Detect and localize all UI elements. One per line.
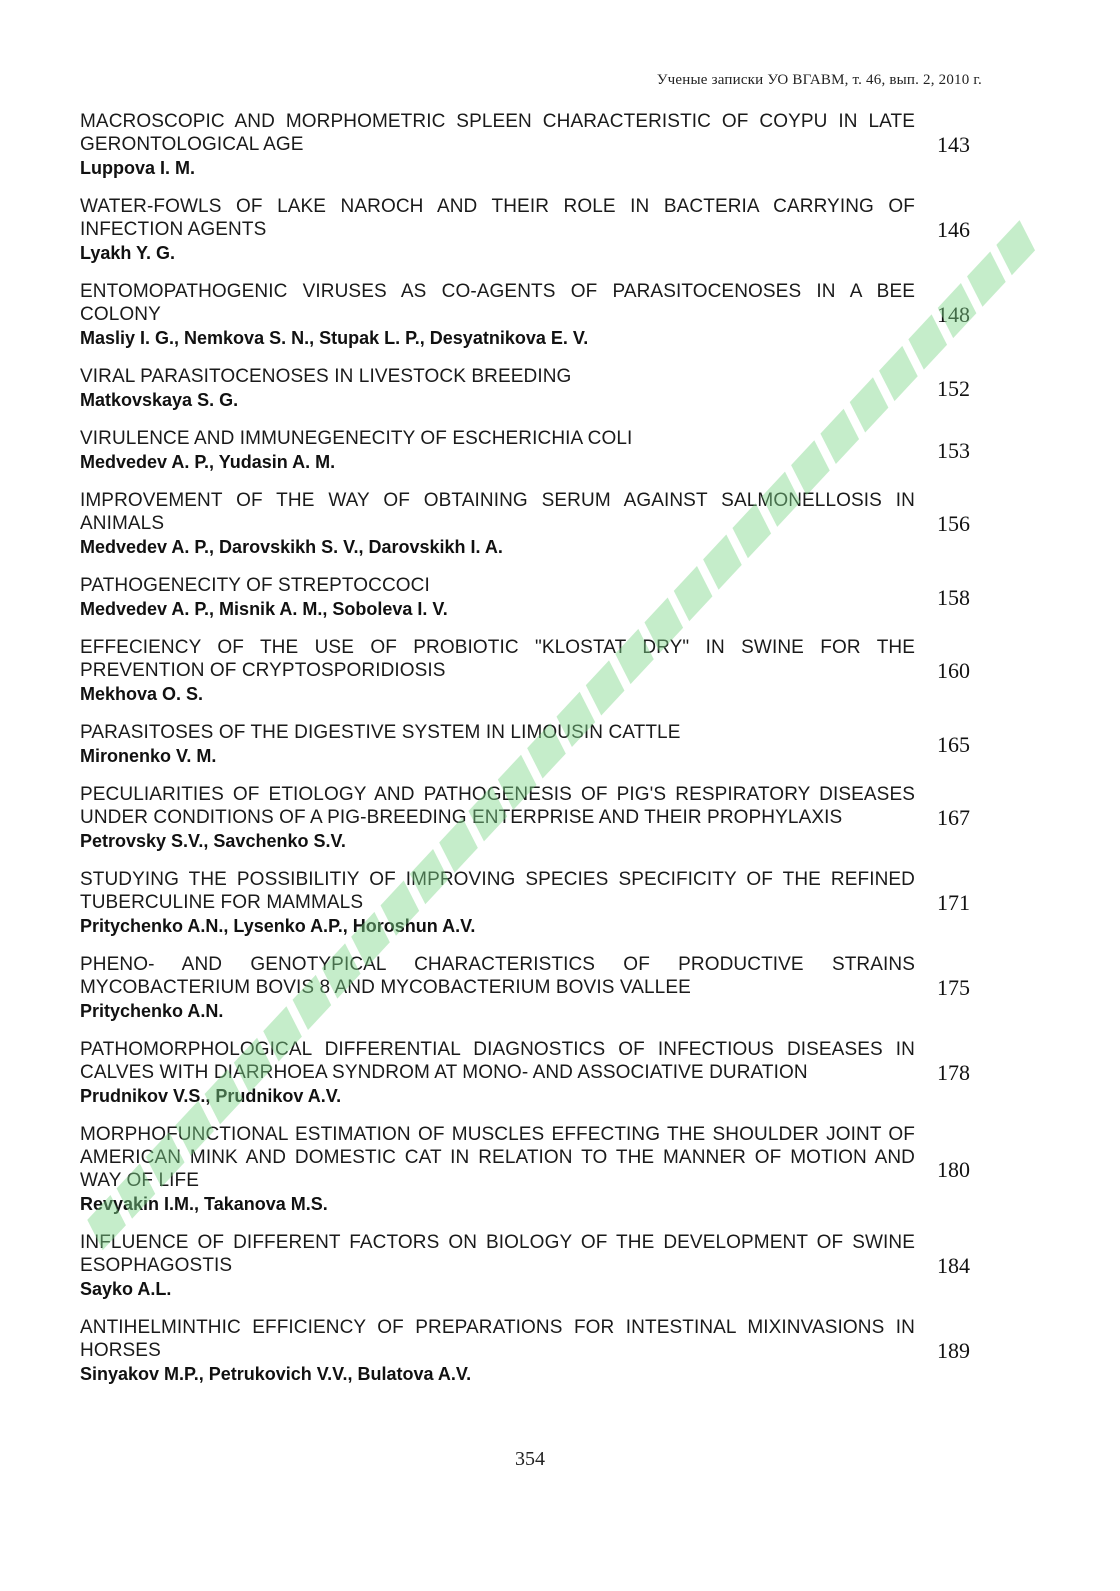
article-page-number: 178 [937,1060,970,1085]
article-authors: Mironenko V. M. [80,746,217,766]
article-title: ENTOMOPATHOGENIC VIRUSES AS CO-AGENTS OF PARASITOCENOSES IN A BEE COLONY [80,281,915,325]
toc-entry-text [80,1038,915,1108]
toc-entry [80,721,980,768]
article-page-number: 165 [937,732,970,757]
article-page-number: 156 [937,511,970,536]
article-title: ANTIHELMINTHIC EFFICIENCY OF PREPARATIONS FOR INTESTINAL MIXINVASIONS IN HORSES [80,1317,915,1361]
article-page-number: 152 [937,376,970,401]
article-authors: Medvedev A. P., Darovskikh S. V., Darovskikh I. A. [80,537,503,557]
toc-entry-text [80,721,915,768]
article-authors: Pritychenko A.N. [80,1001,224,1021]
toc-entry-text [80,783,915,853]
article-authors: Pritychenko A.N., Lysenko A.P., Horoshun A.V. [80,916,476,936]
toc-entry [80,110,980,180]
article-title: IMPROVEMENT OF THE WAY OF OBTAINING SERUM AGAINST SALMONELLOSIS IN ANIMALS [80,490,915,534]
article-title: WATER-FOWLS OF LAKE NAROCH AND THEIR ROLE IN BACTERIA CARRYING OF INFECTION AGENTS [80,196,915,240]
article-page-number: 180 [937,1157,970,1182]
toc-entry-text [80,1123,915,1216]
toc-entry [80,365,980,412]
toc-entry [80,1038,980,1108]
article-authors: Luppova I. M. [80,158,195,178]
toc-entry-text [80,110,915,180]
article-page-number: 158 [937,585,970,610]
toc-entry-text [80,1231,915,1301]
article-title: PATHOGENECITY OF STREPTOCCOCI [80,575,430,596]
article-authors: Sayko A.L. [80,1279,172,1299]
running-header: Ученые записки УО ВГАВМ, т. 46, вып. 2, 2010 г. [656,72,982,88]
article-authors: Petrovsky S.V., Savchenko S.V. [80,831,346,851]
article-authors: Lyakh Y. G. [80,243,176,263]
toc-entry-text [80,489,915,559]
toc-entry-text [80,868,915,938]
toc-entry-text [80,427,915,474]
article-page-number: 189 [937,1338,970,1363]
article-page-number: 171 [937,890,970,915]
article-title: STUDYING THE POSSIBILITIY OF IMPROVING SPECIES SPECIFICITY OF THE REFINED TUBERCULINE FOR MAMMALS [80,869,915,913]
article-page-number: 160 [937,658,970,683]
article-authors: Matkovskaya S. G. [80,390,239,410]
article-page-number: 146 [937,217,970,242]
table-of-contents [80,110,980,1401]
toc-entry [80,868,980,938]
article-authors: Masliy I. G., Nemkova S. N., Stupak L. P., Desyatnikova E. V. [80,328,589,348]
article-title: PATHOMORPHOLOGICAL DIFFERENTIAL DIAGNOSTICS OF INFECTIOUS DISEASES IN CALVES WITH DIARRHOEA SYNDROM AT MONO- AND ASSOCIATIVE DURATION [80,1039,915,1083]
toc-entry-text [80,1316,915,1386]
article-page-number: 153 [937,438,970,463]
article-title: INFLUENCE OF DIFFERENT FACTORS ON BIOLOGY OF THE DEVELOPMENT OF SWINE ESOPHAGOSTIS [80,1232,915,1276]
page-number: 354 [515,1448,545,1470]
toc-entry [80,953,980,1023]
article-title: PECULIARITIES OF ETIOLOGY AND PATHOGENESIS OF PIG'S RESPIRATORY DISEASES UNDER CONDITIONS OF A PIG-BREEDING ENTERPRISE AND THEIR PROPHYLAXIS [80,784,915,828]
toc-entry [80,489,980,559]
toc-entry-text [80,953,915,1023]
watermark-block [996,220,1035,275]
toc-entry [80,427,980,474]
article-authors: Medvedev A. P., Yudasin A. M. [80,452,336,472]
article-title: VIRULENCE AND IMMUNEGENECITY OF ESCHERICHIA COLI [80,428,633,449]
article-page-number: 167 [937,805,970,830]
article-title: MORPHOFUNCTIONAL ESTIMATION OF MUSCLES EFFECTING THE SHOULDER JOINT OF AMERICAN MINK AND DOMESTIC CAT IN RELATION TO THE MANNER OF MOTION AND WAY OF LIFE [80,1124,915,1191]
toc-entry-text [80,574,915,621]
toc-entry [80,195,980,265]
toc-entry-text [80,365,915,412]
article-page-number: 184 [937,1253,970,1278]
article-title: PARASITOSES OF THE DIGESTIVE SYSTEM IN LIMOUSIN CATTLE [80,722,681,743]
article-title: VIRAL PARASITOCENOSES IN LIVESTOCK BREEDING [80,366,572,387]
toc-entry-text [80,280,915,350]
toc-entry-text [80,195,915,265]
article-authors: Medvedev A. P., Misnik A. M., Soboleva I. V. [80,599,448,619]
toc-entry [80,574,980,621]
toc-entry [80,783,980,853]
toc-entry [80,636,980,706]
article-authors: Prudnikov V.S., Prudnikov A.V. [80,1086,342,1106]
toc-entry-text [80,636,915,706]
article-authors: Mekhova O. S. [80,684,204,704]
toc-entry [80,1316,980,1386]
toc-entry [80,1231,980,1301]
article-page-number: 143 [937,132,970,157]
article-title: PHENO- AND GENOTYPICAL CHARACTERISTICS OF PRODUCTIVE STRAINS MYCOBACTERIUM BOVIS 8 AND MYCOBACTERIUM BOVIS VALLEE [80,954,915,998]
article-authors: Revyakin I.M., Takanova M.S. [80,1194,328,1214]
article-page-number: 148 [937,302,970,327]
toc-entry [80,1123,980,1216]
toc-entry [80,280,980,350]
article-page-number: 175 [937,975,970,1000]
article-title: EFFECIENCY OF THE USE OF PROBIOTIC "KLOSTAT DRY" IN SWINE FOR THE PREVENTION OF CRYPTOSPORIDIOSIS [80,637,915,681]
article-title: MACROSCOPIC AND MORPHOMETRIC SPLEEN CHARACTERISTIC OF COYPU IN LATE GERONTOLOGICAL AGE [80,111,915,155]
article-authors: Sinyakov M.P., Petrukovich V.V., Bulatova A.V. [80,1364,472,1384]
